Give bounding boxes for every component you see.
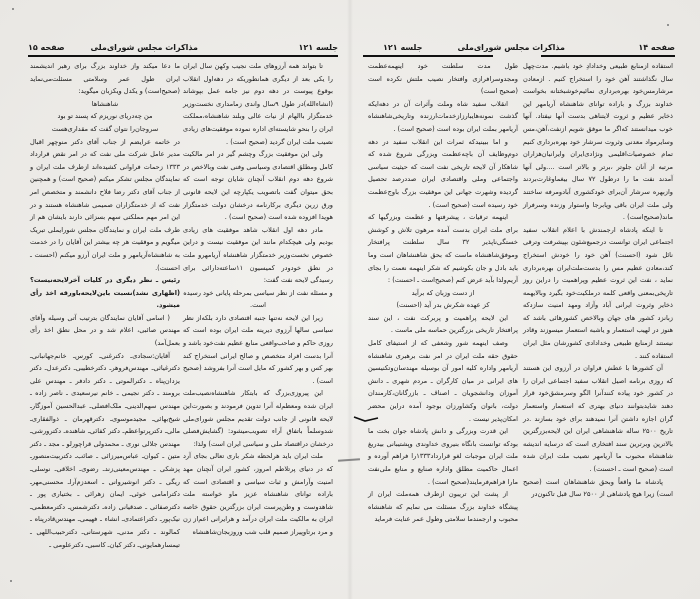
page-number: صفحه ۱۵	[28, 43, 65, 52]
text-column-left	[30, 60, 180, 551]
paragraph: از پشت این تریبون ازطرف همه‌ملت ایران از پیشگاه خداوند بزرگ مسئلت می نمایم که شاهنشاه محبوب و ارجمندما سلامتی وطول عمر عنایت فرماید	[368, 490, 518, 524]
paragraph: زیرا این لایحه نه‌تنها جنبه اقتصادی دارد بلکه‌از نظر سیاسی سالها آرزوی دیرینه ملت ایران بوده است که روزی حاکم و صاحب‌واقعی منابع عظیم نفت‌خود باشد و آنرا بدست افراد متخصص و صالح ایرانی استخراج کند بهر کس و بهر کشور که مایل است آنرا بفروشد (صحیح است) .	[183, 313, 333, 385]
paragraph: این لایحه پراهمیت و پربرکت نفت ، این سند پرافتخار تاریخی بزرگترین حماسه ملی ماست .	[368, 313, 518, 335]
paragraph: طول مدت سلطنت خود اینهمه‌عظمت ومجدوسرافرازی وافتخار نصیب ملتش نکرده است (صحیح است)	[368, 62, 518, 96]
quote: و مسئله نفت از نظر سیاسی بمرحله پایانی خود رسیده است.	[183, 288, 333, 310]
paragraph: ما دعا میکند واز خداوند بزرگ برای رهبر اندیشمند ایران طول عمر وسلامتی مسئلت‌می‌نماید (صحیح‌است) و یکدل ویکزبان میگوید:	[30, 62, 180, 96]
session-label: جلسه ۱۲۱	[383, 43, 423, 52]
paragraph: ولی این موفقیت بزرگ وچشم گیر در امر مالکیت کامل ومطلق اقتصادی وسیاسی وفنی نفت وبالاخص در شروع دهه دوم انقلاب آنچنان شایان توجه است که بحق میتوان گفت باتصویب یکپارچه این لایحه قانونی ورق زرین دیگری برکارنامه درخشان دولت خدمتگزار هویدا افزوده شده است (صحیح است) .	[183, 150, 333, 222]
scan-speck	[12, 8, 14, 10]
page-number: صفحه ۱۴	[638, 43, 675, 52]
header-rule	[28, 55, 338, 57]
text-column-right	[523, 60, 673, 501]
paragraph: پادشاه ما واقعاً وبحق شاهنشاهان است (صحیح است) زیرا هیچ پادشاهی از ۲۵۰۰ سال قبل تاکنون‌در	[523, 477, 673, 499]
paragraph: تا بتواند همه آرزوهای ملت نجیب وکهن سال ایران را یکی بعد از دیگری همانطوریکه در دهه‌اول انقلاب بوقوع پیوست در دهه دوم نیز جامه عمل بپوشاند (انشاءالله)در طول ۹سال واندی زمامداری نخست‌وزیر خدمتگزار باالهام از نیات عالی وبلند شاهنشاه،مملکت ایران را بنحو شایسته‌ای اداره نموده موفقیت‌های زیادی نصیب ملت ایران گردید (صحیح است) .	[183, 62, 333, 146]
text-column-left	[368, 60, 518, 526]
paragraph: و اما ببینید‌که ثمرات این انقلاب سفید در دهه دوم‌وظایف آن باچه‌عظمت وبزرگی شروع شده که شاهکار آن لایحه تاریخی نفت است که حیثیت سیاسی واجتماعی وملی واقتصادی ایران صددرصد تحصیل گردیده وشهرت جهانی این موفقیت بزرگ باوج‌عظمت خود رسیده است (صحیح است) .	[368, 137, 518, 209]
header-rule	[363, 55, 493, 57]
page-header	[363, 43, 675, 55]
paragraph: اینهمه ترقیات ، پیشرفتها و عظمت وبزرگیها که برای ملت ایران بدست آمده مرهون تلاش و کوشش خستگی‌ناپذیر ۳۲ سال سلطنت پرافتخار وموفق‌شاهنشاه ماست که بحق شاهنشاهان است وما باید بادل و جان بکوشیم که شکر اینهمه نعمت را بجای آریم‌ولذا بآید عرض کنم (صحیح‌است ـ احسنت) :	[368, 213, 519, 285]
verse-line: کز عهده شکرش بدر آید (احسنت)	[396, 301, 490, 310]
vote-list: آقایان:سجادی‌ـ دکترغنی‌ـ کورس‌ـ خانم‌جهانبانی‌ـ دکترغیاثی‌ـ مهندس‌فروهرـ دکترخطیبی‌ـ دکترعدل‌ـ دکتر یزدان‌پناه ـ دکترالموتی ـ دکتر دادفر ـ مهندس علی برومند ـ دکتر نجیمی ـ خانم نیرسعیدی ـ ناصر زاده ـ مهندس سهم‌الدینی‌ـ ملک‌افضلی‌ـ عبدالحسین آموزگار‌ـ شیخ‌بهائی‌ـ مجیدموسوی‌ـ دکترقهرمان ـ ذوالفقاری‌ـ مالی‌ـ دکترپرتواعظم‌ـ دکتر کفائی‌ـ شاهنده‌ـ دکترورشی‌ـ مهندس جلالی نوری ـ محمدولی قراچورلو ـ مجد ـ دکتر متین ـ کیوان‌ـ عباس‌میرزائی ـ صائب‌ـ دکتربیت‌منصور‌ـ پزشکی ـ مهندس‌معینی‌زند‌ـ رضوی‌ـ اخلاقی‌ـ نوسلی‌ـ ریگی ـ دکتر انوشیروانی ـ اسعدزم‌آرا‌ـ محسنی‌مهر‌ـ دکترامامی خوئی‌ـ ایمان زهرائی ـ بختیاری پور ـ دکترصفائی ـ صدقیانی زاده‌ـ دکترشمس‌ـ دکترمعظمی‌ـ نیک‌پور‌ـ دکتراعتمادی‌ـ انشاء ـ فهیمی‌ـ مهندس‌قادرپناه ـ کمالوند ـ دکتر مدنی‌ـ شهرستانی‌ـ دکترحبیب‌اللهی ـ تیمسارهمایونی‌ـ دکتر کیان‌ـ کاسبی‌ـ دکترعلومی ـ	[30, 351, 180, 549]
page-right	[353, 0, 700, 599]
paragraph: ( اسامی آقایان نمایندگان بترتیب آتی وسیله وآقای مهندس صائبی، اعلام شد و در محل نطق اخذ رأی بعمل‌آمد)	[30, 313, 180, 348]
paragraph: استفاده ازمنابع طبیعی وخدادادِ خود باشیم. مدت‌چهل سال نگذاشتند آهن خود را استخراج کنیم . ازمعادن مرشارمس‌خود بهره‌برداری نمائیم‌خوشبختانه بخواست خداوند بزرگ و باراده توانای شاهنشاه آریامهر این ذخایر عظیم و ثروت لایتناهی بدست آنها نیفتاد. آنها خوب میدانستند که‌اگر ما موفق شویم ازنفت،آهن،مس وسایرمواد معدنی وثروت سرشار خود بهره‌برداری کنیم تمام خصوصیات‌اقلیمی ونژادی‌ایران وایرانیان‌هزاران مرتبه از آنان جلوتر ،برتر و بالاتر است ....ولی آنها آمدند نفت ما را درطول ۷۲ سال بیغماوغارت‌بردند وازبهره سرشار آن‌برای خودکشوری آبادومرفه ساختند ولی ملت ایران باقی وپابرجا واستوار وزنده وسرفراز ماند(صحیح‌است) .	[523, 62, 673, 222]
paragraph: وصف اینهمه شور وشعفی که از استیفای کامل حقوق حقه ملت ایران در امر نفت برهبری شاهنشاه آریامهر واداره کلیه امور آن بوسیله مهندسان‌وتکنیسین های ایرانی در میان کارگران ـ مردم شهری ـ دانش آموزان ودانشجویان ـ اصناف ـ بازرگانان،کارمندان دولت، بانوان وکشاورزان بوجود آمده دراین محضر امکان‌پذیر نیست .	[368, 339, 518, 423]
verse-line: از دست وزبان که برآید	[411, 288, 475, 297]
scan-speck	[667, 24, 669, 26]
header-rule	[541, 55, 675, 57]
session-label: جلسه ۱۲۱	[298, 43, 338, 52]
verse-line: سروجان‌را نتوان گفت که مقداری‌هست	[51, 124, 159, 133]
text-column-right	[183, 60, 333, 539]
page-left	[0, 0, 347, 599]
paragraph: ملت ایران باید هرلحظه شکر باری تعالی بجای آرد که در دنیای پرتلاطم امروز، کشور ایران آنچنان مهد امنیت وآرامش و ثبات سیاسی و اقتصادی است که باراده توانای شاهنشاه عزیز ماو خواسته ملت شاهدوست و وطن‌پرست ایران بزرگترین حقوق خاصه ایران به مالکیت ملت ایران درآمد و هرایرانی اعم‌از زن و مرد برتاوپیراز صمیم قلب شب وروزبجان‌شاهنشاه	[183, 452, 333, 536]
paragraph: آن کشورها با عطش فراوان در آرزوی این هستند که روزی برنامه اصیل انقلاب سفید اجتماعی ایران را در کشور خود پیاده کنند‌آنرا الگو وسرمشق‌خود قرار دهند شاید‌بتوانند دنیای بهتری که استعمار واستعمار گران اجازه داشتن آنرا نمیدهند برای خود بسازند .در تاریخ ۲۵۰۰ ساله شاهنشاهی ایران این لایحه‌بزرگترین بالاترین وبرترین سند افتخاری است که درسایه اندیشه شاهنشاه محبوب ما آریامهر نصیب ملت ایران شده است (صحیح است ـ احسنت) .	[523, 364, 673, 473]
paragraph: در خاتمه عرایضم از جناب آقای دکتر منوچهر اقبال مدیر عامل شرکت ملی نفت که در امر نقض قرارداد ۱۳۳۳ زحمات فراوانی کشیده‌اند ازطرف ملت ایران و نمایندگان مجلس تشکر میکنم (صحیح است) و همچنین از جناب آقای دکتر رضا فلاح دانشمند و متخصص امر نفت که از خدمتگزاران صمیمی شاهنشاه هستند و در این امر مهم مملکتی سهم بسزائی دارند بایشان هم از طرف ملت ایران و نمایندگان مجلس شورایملی تبریک میگویم و موفقیت هر چه بیشتر این آقایان را در خدمت به شاهنشاه‌آریامهر و ملت ایران آرزو میکنم (احسنت ـ احسنت).	[30, 137, 180, 272]
paragraph: این قدرت وبزرگی و دانش پادشاه جوان بخت ما بودکه توانست بانگاه بنیروی خداوندی وپشتیبانی بیدریغ ملت ایران موجبات لغو قرارداد۱۳۳۳را فراهم آورده و اعمال حاکمیت مطلق واداره صنایع و منابع ملی‌نفت مارا فراهم‌فرمایند(صحیح است) .	[368, 427, 518, 486]
paragraph: این پیروزی‌بزرگ که بابتکار شاهنشاه‌نصیب‌ملت ایران شده ومعظم‌له آنرا تدوین فرمودند و بصورت‌این لایحه قانونی از جانب دولت تقدیم مجلس شورای‌ملی شدوسلماً باتفاق آراء تصویب‌میشود: (گشایش‌فصلی درخشان دراقتصاد ملی و سیاسی ایران است) ولذا:	[183, 389, 333, 448]
journal-title: مذاکرات مجلس شورای‌ملی	[90, 43, 198, 52]
speaker-paragraph: رئیس ـ نظر دیگری در کلیات آخرلایحه‌نیست؟ (اظهاری نشد)نسبت باین‌لایحه‌باورقه اخذ رأی میشود.	[30, 276, 180, 310]
verse-line: من چه‌دریای نوریزم که پسند تو بود	[57, 112, 153, 121]
journal-title: مذاکرات مجلس شورای‌ملی	[457, 43, 565, 52]
paragraph: انقلاب سفید شاه وملت وآثرات آن در دهه‌ایکه گذشت نمونه‌هایبارزازخدمات‌ارزنده وتاریخی‌شاهنشاه آریامهر بملت ایران بوده است (صحیح است) .	[368, 99, 518, 133]
pen-mark-icon	[353, 416, 379, 422]
scan-speck	[10, 580, 12, 582]
paragraph: مادر دهه اول انقلاب شاهد موفقیت های زیادی بودیم ولی هیچکدام مانند این موفقیت نیست و دراین خصوص نخست‌وزیر خدمتگزار شاهنشاه آریامهرو ملت در نطق خودودر کمیسیون ۱۱ساعته‌دارائی برای رسیدگی لایحه نفت گفت:	[183, 225, 333, 285]
paragraph: تا اینکه پادشاه ارجمندش با اعلام انقلاب سفید اجتماعی ایران توانست درجمیع‌شئون بپیشرفت وترقی نائل شود (احسنت) آهن خود را خودش استخراج کند،معادن عظیم مس را بدست‌ملت‌ایران بهره‌برداری نماید ، نفت این ثروت عظیم وپراهمیت را دراین روز تاریخی‌بمعنی واقعی کلمه درملکیت‌خود بگیرد وبالایهمه ذخایر وثروت ایرانی آباد وآزاد ومهد امنیت سازد‌که زبانزد کشور های جهان وبالاخص کشورهائی باشد که هنوز در لهیب استعمار و یاشبه استعمار میسوزند وقادر نیستند ازمنابع طبیعی وخدادادی کشورشان مثل ایران استفاده کنند .	[523, 225, 673, 360]
page-header	[28, 43, 338, 55]
verse-heading: شاهنشاها	[91, 99, 119, 108]
